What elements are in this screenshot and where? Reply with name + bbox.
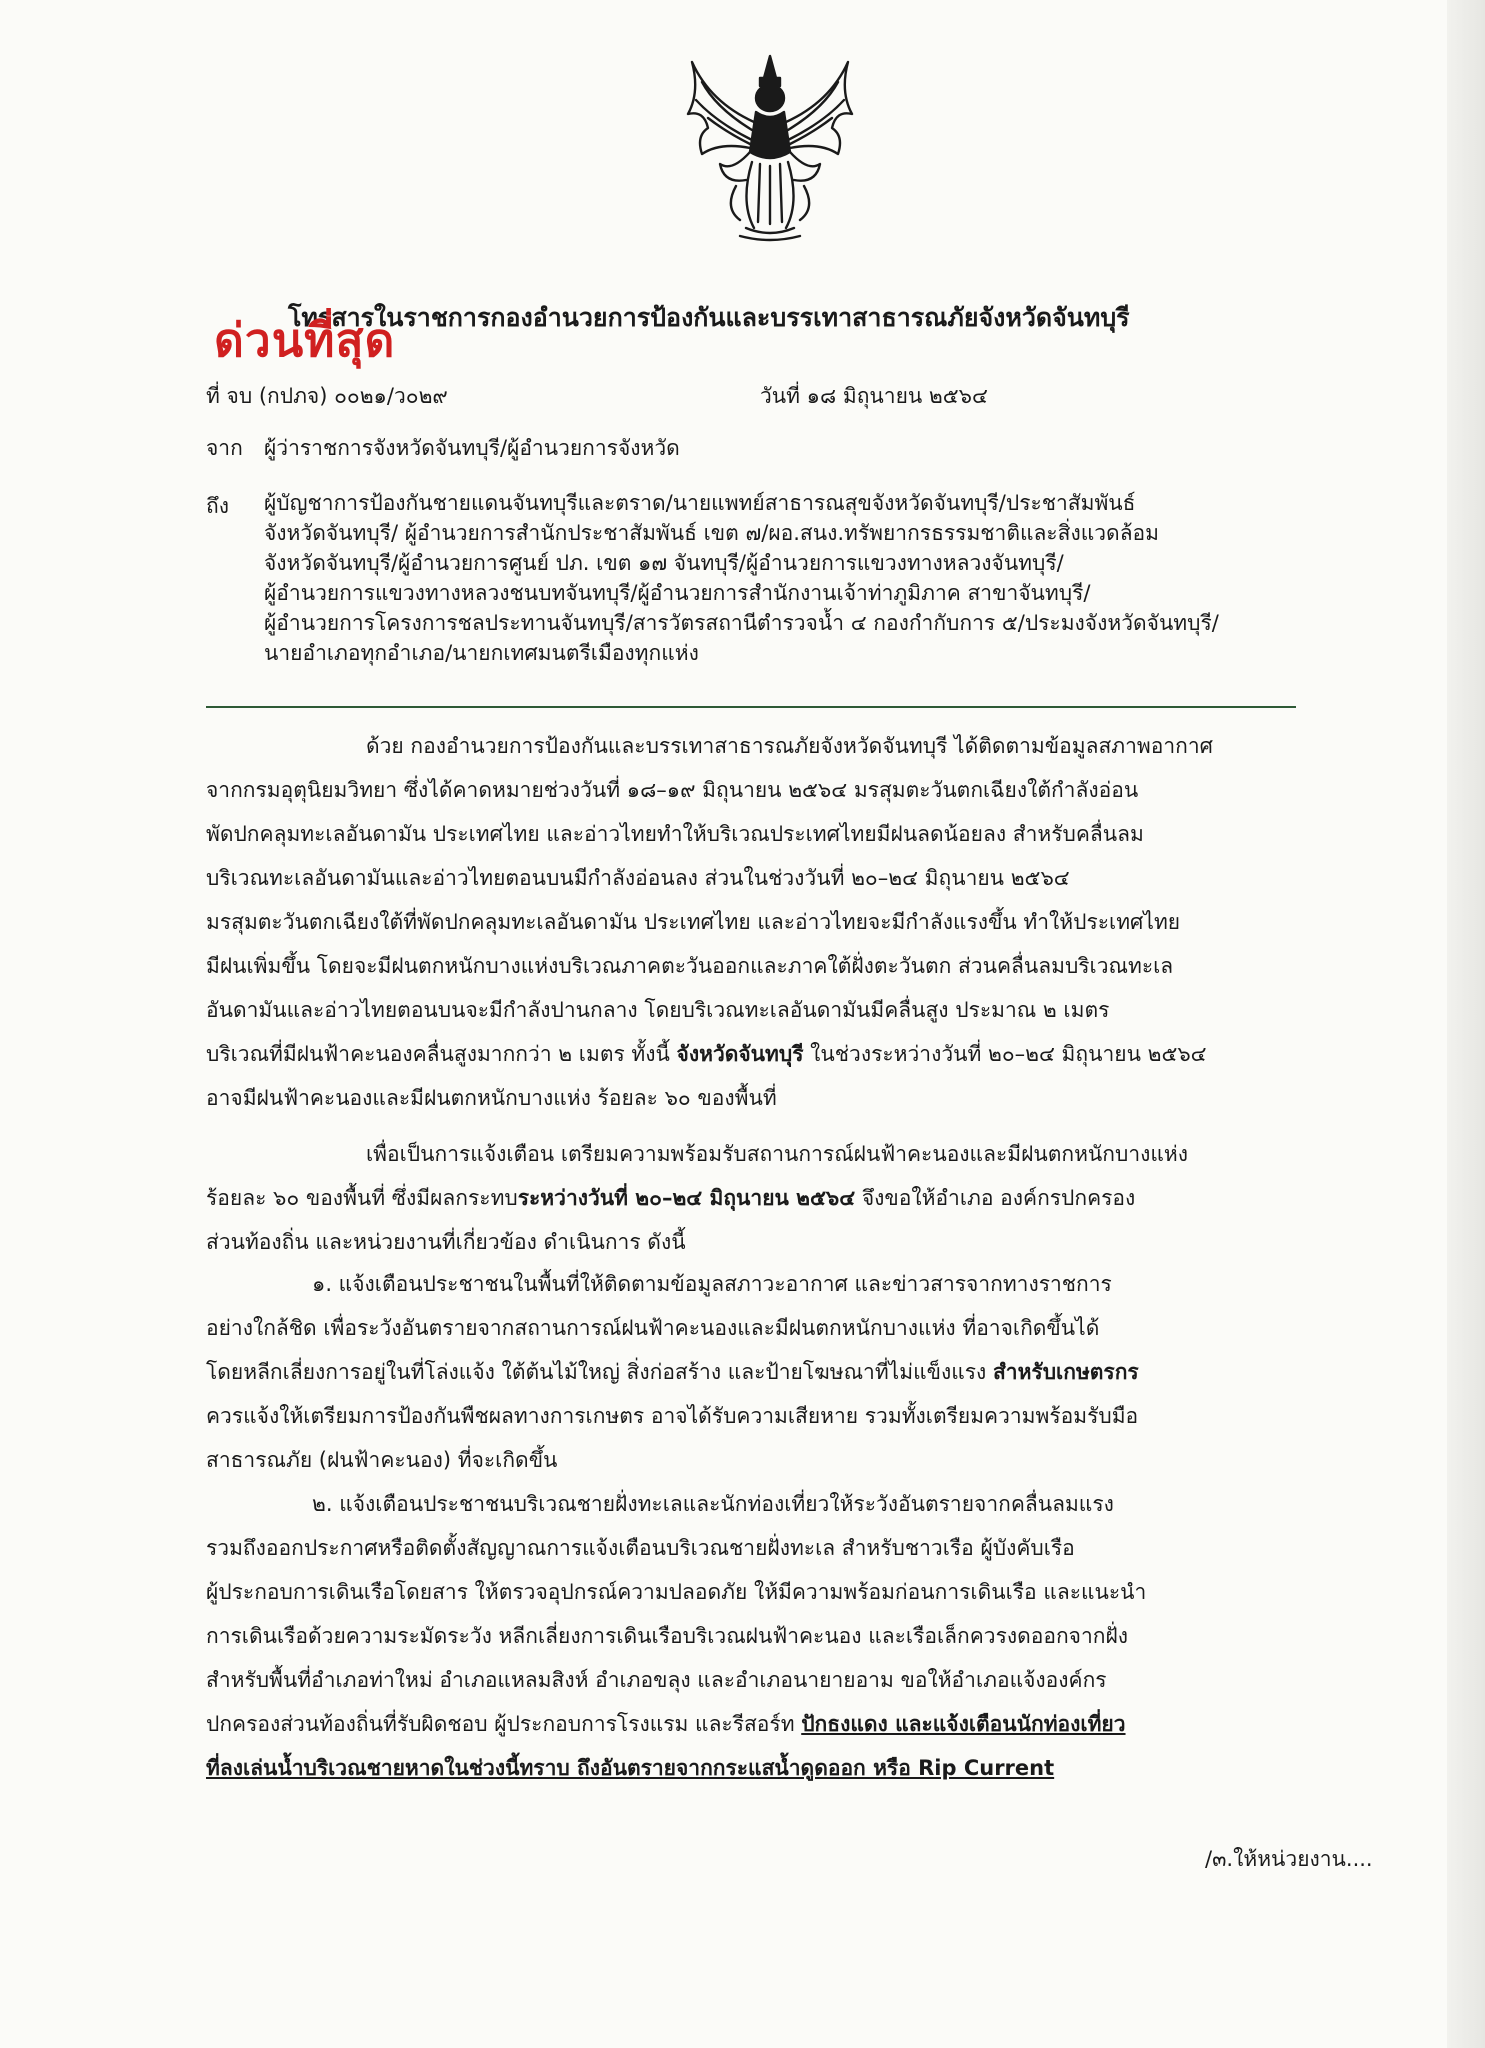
- province-emphasis: จังหวัดจันทบุรี: [676, 1042, 804, 1066]
- text-line: ๒. แจ้งเตือนประชาชนบริเวณชายฝั่งทะเลและนักท่องเที่ยวให้ระวังอันตรายจากคลื่นลมแรง: [312, 1492, 1114, 1516]
- recipient-line: จังหวัดจันทบุรี/ ผู้อำนวยการสำนักประชาสัมพันธ์ เขต ๗/ผอ.สนง.ทรัพยากรธรรมชาติและสิ่งแวดล้อม: [264, 521, 1160, 545]
- rip-current-emphasis: ที่ลงเล่นน้ำบริเวณชายหาดในช่วงนี้ทราบ ถึงอันตรายจากกระแสน้ำดูดออก หรือ Rip Current: [206, 1756, 1055, 1780]
- paragraph-1: [206, 724, 1316, 1120]
- item-1: [206, 1262, 1316, 1482]
- fax-title: โทรสารในราชการกองอำนวยการป้องกันและบรรเทาสาธารณภัยจังหวัดจันทบุรี: [288, 303, 1130, 332]
- text-line: โดยหลีกเลี่ยงการอยู่ในที่โล่งแจ้ง ใต้ต้นไม้ใหญ่ สิ่งก่อสร้าง และป้ายโฆษณาที่ไม่แข็งแรง สำหรับเกษตรกร: [206, 1360, 1139, 1384]
- text-line: อย่างใกล้ชิด เพื่อระวังอันตรายจากสถานการณ์ฝนฟ้าคะนองและมีฝนตกหนักบางแห่ง ที่อาจเกิดขึ้นได้: [206, 1316, 1100, 1340]
- recipient-line: นายอำเภอทุกอำเภอ/นายกเทศมนตรีเมืองทุกแห่ง: [264, 641, 699, 665]
- red-flag-emphasis: ปักธงแดง และแจ้งเตือนนักท่องเที่ยว: [801, 1712, 1126, 1736]
- text-line: เพื่อเป็นการแจ้งเตือน เตรียมความพร้อมรับสถานการณ์ฝนฟ้าคะนองและมีฝนตกหนักบางแห่ง: [366, 1142, 1189, 1166]
- text-line: มรสุมตะวันตกเฉียงใต้ที่พัดปกคลุมทะเลอันดามัน ประเทศไทย และอ่าวไทยจะมีกำลังแรงขึ้น ทำให้ประเทศไทย: [206, 910, 1181, 934]
- text-line: มีฝนเพิ่มขึ้น โดยจะมีฝนตกหนักบางแห่งบริเวณภาคตะวันออกและภาคใต้ฝั่งตะวันตก ส่วนคลื่นลมบริเวณทะเล: [206, 954, 1174, 978]
- to-label: ถึง: [206, 494, 229, 518]
- text-line: บริเวณที่มีฝนฟ้าคะนองคลื่นสูงมากกว่า ๒ เมตร ทั้งนี้ จังหวัดจันทบุรี ในช่วงระหว่างวันที่ ๒๐–๒๔ มิถุนายน ๒๕๖๔: [206, 1042, 1207, 1066]
- scan-edge-shadow: [1447, 0, 1485, 2048]
- text-line: ปกครองส่วนท้องถิ่นที่รับผิดชอบ ผู้ประกอบการโรงแรม และรีสอร์ท ปักธงแดง และแจ้งเตือนนักท่องเที่ยว: [206, 1712, 1126, 1736]
- text-line: พัดปกคลุมทะเลอันดามัน ประเทศไทย และอ่าวไทยทำให้บริเวณประเทศไทยมีฝนลดน้อยลง สำหรับคลื่นลม: [206, 822, 1144, 846]
- text-line: รวมถึงออกประกาศหรือติดตั้งสัญญาณการแจ้งเตือนบริเวณชายฝั่งทะเล สำหรับชาวเรือ ผู้บังคับเรือ: [206, 1536, 1075, 1560]
- text-line: การเดินเรือด้วยความระมัดระวัง หลีกเลี่ยงการเดินเรือบริเวณฝนฟ้าคะนอง และเรือเล็กควรงดออกจากฝั่ง: [206, 1624, 1129, 1648]
- text-line: ๑. แจ้งเตือนประชาชนในพื้นที่ให้ติดตามข้อมูลสภาวะอากาศ และข่าวสารจากทางราชการ: [312, 1272, 1112, 1296]
- text-line: บริเวณทะเลอันดามันและอ่าวไทยตอนบนมีกำลังอ่อนลง ส่วนในช่วงวันที่ ๒๐–๒๔ มิถุนายน ๒๕๖๔: [206, 866, 1070, 890]
- text-line: อาจมีฝนฟ้าคะนองและมีฝนตกหนักบางแห่ง ร้อยละ ๖๐ ของพื้นที่: [206, 1086, 777, 1110]
- text-line: ผู้ประกอบการเดินเรือโดยสาร ให้ตรวจอุปกรณ์ความปลอดภัย ให้มีความพร้อมก่อนการเดินเรือ และแนะนำ: [206, 1580, 1147, 1604]
- continuation-note: /๓.ให้หน่วยงาน....: [1205, 1847, 1373, 1871]
- document-number: ที่ จบ (กปภจ) ๐๐๒๑/ว๐๒๙: [206, 384, 448, 408]
- text-line: ส่วนท้องถิ่น และหน่วยงานที่เกี่ยวข้อง ดำเนินการ ดังนี้: [206, 1230, 686, 1254]
- recipient-line: ผู้อำนวยการโครงการชลประทานจันทบุรี/สารวัตรสถานีตำรวจน้ำ ๔ กองกำกับการ ๕/ประมงจังหวัดจันทบุรี/: [264, 611, 1219, 635]
- garuda-emblem-icon: [680, 52, 860, 244]
- text-line: สาธารณภัย (ฝนฟ้าคะนอง) ที่จะเกิดขึ้น: [206, 1448, 558, 1472]
- text-line: ควรแจ้งให้เตรียมการป้องกันพืชผลทางการเกษตร อาจได้รับความเสียหาย รวมทั้งเตรียมความพร้อมรับมือ: [206, 1404, 1139, 1428]
- document-date: วันที่ ๑๘ มิถุนายน ๒๕๖๔: [760, 384, 988, 408]
- urgent-stamp: ด่วนที่สุด: [214, 313, 396, 367]
- date-range-emphasis: ระหว่างวันที่ ๒๐–๒๔ มิถุนายน ๒๕๖๔: [517, 1186, 856, 1210]
- text-line: อันดามันและอ่าวไทยตอนบนจะมีกำลังปานกลาง โดยบริเวณทะเลอันดามันมีคลื่นสูง ประมาณ ๒ เมตร: [206, 998, 1110, 1022]
- to-recipients: [264, 488, 1334, 668]
- recipient-line: ผู้อำนวยการแขวงทางหลวงชนบทจันทบุรี/ผู้อำนวยการสำนักงานเจ้าท่าภูมิภาค สาขาจันทบุรี/: [264, 581, 1091, 605]
- text-line: สำหรับพื้นที่อำเภอท่าใหม่ อำเภอแหลมสิงห์ อำเภอขลุง และอำเภอนายายอาม ขอให้อำเภอแจ้งองค์กร: [206, 1668, 1107, 1692]
- header-divider: [206, 706, 1296, 708]
- from-label: จาก: [206, 436, 243, 460]
- text-line: จากกรมอุตุนิยมวิทยา ซึ่งได้คาดหมายช่วงวันที่ ๑๘–๑๙ มิถุนายน ๒๕๖๔ มรสุมตะวันตกเฉียงใต้กำลังอ่อน: [206, 778, 1139, 802]
- recipient-line: จังหวัดจันทบุรี/ผู้อำนวยการศูนย์ ปภ. เขต ๑๗ จันทบุรี/ผู้อำนวยการแขวงทางหลวงจันทบุรี/: [264, 551, 1064, 575]
- paragraph-2: [206, 1132, 1316, 1264]
- text-line: [206, 1746, 1316, 1790]
- item-2: [206, 1482, 1316, 1790]
- text-line: ร้อยละ ๖๐ ของพื้นที่ ซึ่งมีผลกระทบระหว่างวันที่ ๒๐–๒๔ มิถุนายน ๒๕๖๔ จึงขอให้อำเภอ องค์กรปกครอง: [206, 1186, 1136, 1210]
- farmers-emphasis: สำหรับเกษตรกร: [992, 1360, 1139, 1384]
- text-line: ด้วย กองอำนวยการป้องกันและบรรเทาสาธารณภัยจังหวัดจันทบุรี ได้ติดตามข้อมูลสภาพอากาศ: [366, 734, 1213, 758]
- recipient-line: ผู้บัญชาการป้องกันชายแดนจันทบุรีและตราด/นายแพทย์สาธารณสุขจังหวัดจันทบุรี/ประชาสัมพันธ์: [264, 491, 1136, 515]
- from-value: ผู้ว่าราชการจังหวัดจันทบุรี/ผู้อำนวยการจังหวัด: [264, 436, 680, 460]
